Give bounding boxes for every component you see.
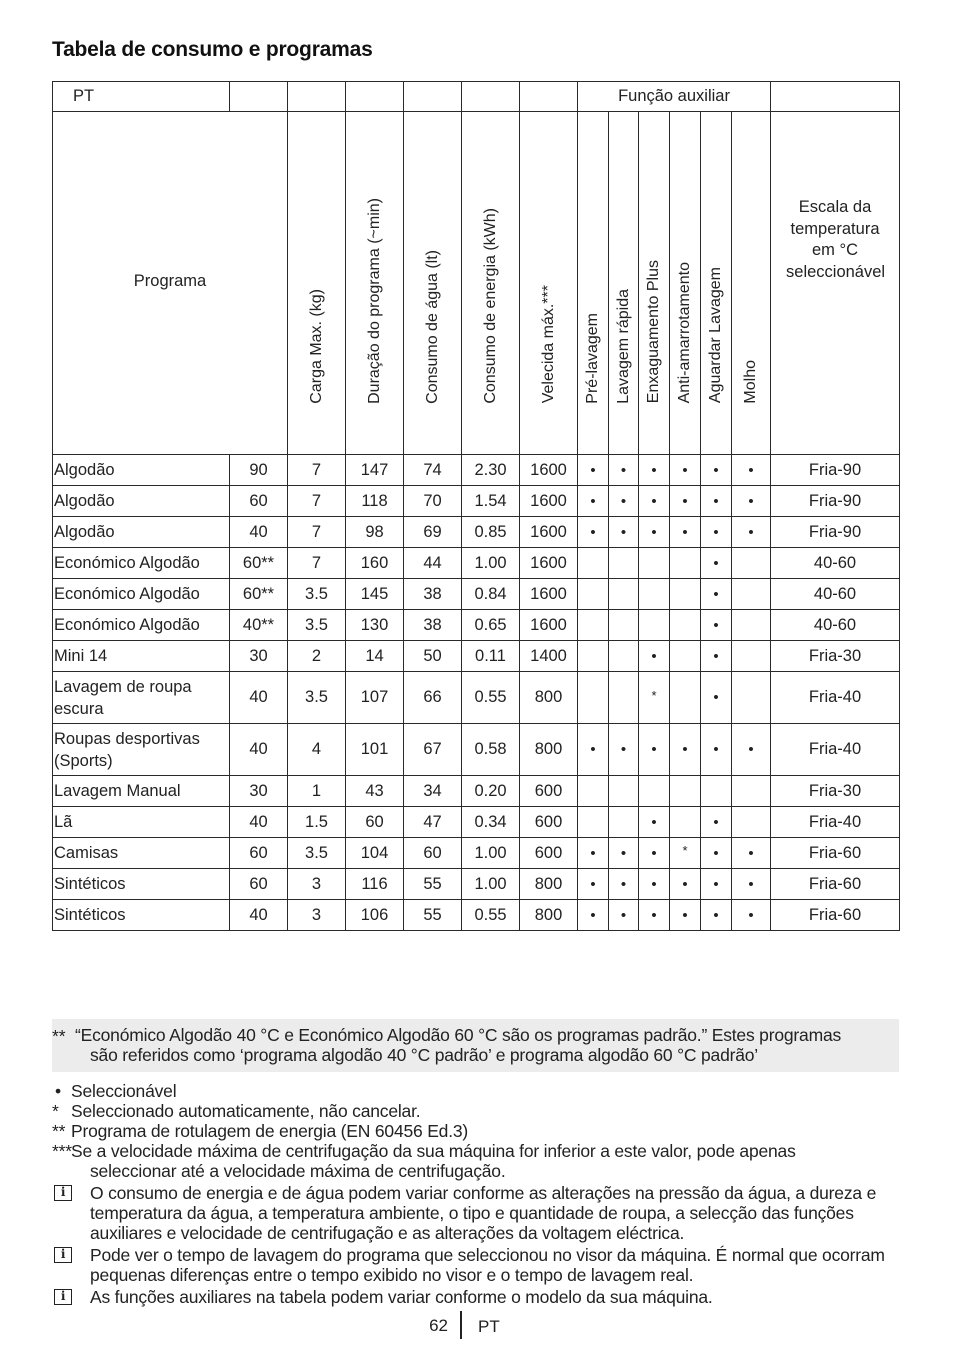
cell-programa: Lavagem Manual bbox=[53, 776, 230, 807]
cell-duracao: 14 bbox=[346, 641, 404, 672]
cell-agua: 38 bbox=[404, 610, 462, 641]
cell-energia: 0.34 bbox=[462, 807, 520, 838]
cell-pre: • bbox=[578, 724, 609, 776]
cell-temp: 60 bbox=[230, 486, 288, 517]
legend-text: Se a velocidade máxima de centrifugação da sua máquina for inferior a este valor, pode apenas bbox=[71, 1141, 796, 1161]
cell-anti: • bbox=[670, 517, 701, 548]
cell-enxag bbox=[639, 579, 670, 610]
cell-agua: 55 bbox=[404, 900, 462, 931]
cell-enxag: • bbox=[639, 900, 670, 931]
cell-duracao: 116 bbox=[346, 869, 404, 900]
table-row bbox=[53, 486, 900, 517]
cell-enxag: • bbox=[639, 455, 670, 486]
cell-velocidade: 1400 bbox=[520, 641, 578, 672]
cell-aguardar: • bbox=[701, 869, 732, 900]
cell-energia: 0.11 bbox=[462, 641, 520, 672]
table-row bbox=[53, 807, 900, 838]
cell-anti: • bbox=[670, 869, 701, 900]
cell-programa: Camisas bbox=[53, 838, 230, 869]
cell-rapida: • bbox=[609, 869, 639, 900]
cell-temp: 40 bbox=[230, 724, 288, 776]
cell-velocidade: 600 bbox=[520, 838, 578, 869]
footer-language: PT bbox=[478, 1317, 500, 1336]
empty-header-cell bbox=[230, 82, 288, 112]
cell-rapida: • bbox=[609, 838, 639, 869]
cell-temp: 40** bbox=[230, 610, 288, 641]
cell-molho bbox=[732, 641, 771, 672]
cell-temp: 30 bbox=[230, 776, 288, 807]
empty-header-cell bbox=[520, 82, 578, 112]
cell-pre bbox=[578, 641, 609, 672]
legend-text: Seleccionável bbox=[71, 1081, 177, 1101]
cell-anti bbox=[670, 548, 701, 579]
cell-temp: 40 bbox=[230, 807, 288, 838]
cell-velocidade: 1600 bbox=[520, 548, 578, 579]
cell-duracao: 106 bbox=[346, 900, 404, 931]
table-body bbox=[53, 455, 900, 931]
table-row bbox=[53, 724, 900, 776]
cell-velocidade: 800 bbox=[520, 869, 578, 900]
cell-enxag: • bbox=[639, 486, 670, 517]
cell-anti bbox=[670, 807, 701, 838]
header-programa: Programa bbox=[53, 112, 288, 455]
cell-pre: • bbox=[578, 900, 609, 931]
table-header-row bbox=[53, 112, 900, 455]
table-row bbox=[53, 869, 900, 900]
cell-pre: • bbox=[578, 486, 609, 517]
cell-anti bbox=[670, 641, 701, 672]
cell-temp: 60** bbox=[230, 548, 288, 579]
cell-rapida: • bbox=[609, 724, 639, 776]
table-row bbox=[53, 672, 900, 724]
cell-aguardar: • bbox=[701, 672, 732, 724]
cell-enxag: • bbox=[639, 869, 670, 900]
table-row bbox=[53, 610, 900, 641]
table-row bbox=[53, 579, 900, 610]
asterisk-mark: * bbox=[52, 1101, 59, 1121]
legend-text: Programa de rotulagem de energia (EN 60456 Ed.3) bbox=[71, 1121, 469, 1141]
page-number: 62 bbox=[429, 1316, 448, 1335]
header-pre-lavagem: Pré-lavagem bbox=[578, 112, 609, 455]
header-agua: Consumo de água (lt) bbox=[404, 112, 462, 455]
cell-velocidade: 1600 bbox=[520, 517, 578, 548]
cell-aguardar: • bbox=[701, 641, 732, 672]
info-text: O consumo de energia e de água podem variar conforme as alterações na pressão da água, a dureza e temperatura da água, a temperatura ambiente, o tipo e quantidade de roupa, a selecção das funções auxiliares e velocidade de centrifugação e as alterações da voltagem eléctrica. bbox=[90, 1183, 877, 1243]
cell-anti: * bbox=[670, 838, 701, 869]
cell-molho: • bbox=[732, 900, 771, 931]
double-asterisk-mark: ** bbox=[52, 1121, 66, 1141]
cell-anti: • bbox=[670, 724, 701, 776]
cell-velocidade: 800 bbox=[520, 900, 578, 931]
header-molho: Molho bbox=[732, 112, 771, 455]
cell-molho: • bbox=[732, 455, 771, 486]
legend-text-continued: seleccionar até a velocidade máxima de centrifugação. bbox=[90, 1161, 506, 1181]
cell-carga: 3.5 bbox=[288, 610, 346, 641]
cell-velocidade: 1600 bbox=[520, 610, 578, 641]
cell-pre bbox=[578, 548, 609, 579]
cell-programa: Algodão bbox=[53, 455, 230, 486]
cell-energia: 1.00 bbox=[462, 548, 520, 579]
cell-carga: 3 bbox=[288, 869, 346, 900]
cell-rapida bbox=[609, 548, 639, 579]
cell-temp: 90 bbox=[230, 455, 288, 486]
cell-enxag: • bbox=[639, 724, 670, 776]
cell-rapida bbox=[609, 610, 639, 641]
cell-carga: 7 bbox=[288, 455, 346, 486]
cell-molho bbox=[732, 579, 771, 610]
cell-velocidade: 800 bbox=[520, 672, 578, 724]
cell-enxag: • bbox=[639, 641, 670, 672]
cell-anti: • bbox=[670, 486, 701, 517]
cell-escala: Fria-40 bbox=[771, 672, 900, 724]
table-row bbox=[53, 776, 900, 807]
cell-aguardar: • bbox=[701, 610, 732, 641]
header-energia: Consumo de energia (kWh) bbox=[462, 112, 520, 455]
info-text: Pode ver o tempo de lavagem do programa que seleccionou no visor da máquina. É normal que ocorram pequenas diferenças entre o tempo exibido no visor e o tempo de lavagem real. bbox=[90, 1245, 885, 1285]
cell-carga: 7 bbox=[288, 548, 346, 579]
note-line-2: são referidos como ‘programa algodão 40 °C padrão’ e programa algodão 60 °C padrão’ bbox=[90, 1045, 758, 1065]
cell-programa: Económico Algodão bbox=[53, 610, 230, 641]
cell-aguardar: • bbox=[701, 548, 732, 579]
cell-aguardar bbox=[701, 776, 732, 807]
header-escala: Escala da temperatura em °C seleccionável bbox=[771, 112, 900, 455]
header-aguardar-lavagem: Aguardar Lavagem bbox=[701, 112, 732, 455]
cell-duracao: 107 bbox=[346, 672, 404, 724]
cell-escala: Fria-40 bbox=[771, 807, 900, 838]
cell-carga: 1.5 bbox=[288, 807, 346, 838]
cell-enxag bbox=[639, 548, 670, 579]
cell-energia: 0.20 bbox=[462, 776, 520, 807]
cell-pre bbox=[578, 610, 609, 641]
cell-molho bbox=[732, 610, 771, 641]
cell-molho: • bbox=[732, 869, 771, 900]
cell-molho bbox=[732, 548, 771, 579]
cell-rapida: • bbox=[609, 900, 639, 931]
cell-agua: 66 bbox=[404, 672, 462, 724]
cell-agua: 67 bbox=[404, 724, 462, 776]
cell-energia: 1.00 bbox=[462, 838, 520, 869]
cell-carga: 3.5 bbox=[288, 838, 346, 869]
cell-escala: Fria-30 bbox=[771, 776, 900, 807]
cell-energia: 0.58 bbox=[462, 724, 520, 776]
cell-escala: Fria-60 bbox=[771, 869, 900, 900]
cell-duracao: 104 bbox=[346, 838, 404, 869]
table-row bbox=[53, 517, 900, 548]
header-anti-amarrotamento: Anti-amarrotamento bbox=[670, 112, 701, 455]
cell-temp: 40 bbox=[230, 900, 288, 931]
cell-agua: 34 bbox=[404, 776, 462, 807]
cell-molho: • bbox=[732, 838, 771, 869]
header-velocidade: Velecida máx.*** bbox=[520, 112, 578, 455]
bullet-mark: • bbox=[55, 1081, 61, 1101]
empty-header-cell bbox=[346, 82, 404, 112]
cell-agua: 44 bbox=[404, 548, 462, 579]
table-row bbox=[53, 548, 900, 579]
info-icon: i bbox=[54, 1289, 72, 1305]
cell-programa: Lavagem de roupa escura bbox=[53, 672, 230, 724]
cell-escala: Fria-40 bbox=[771, 724, 900, 776]
cell-escala: Fria-90 bbox=[771, 455, 900, 486]
cell-velocidade: 1600 bbox=[520, 455, 578, 486]
note-line-1: “Económico Algodão 40 °C e Económico Algodão 60 °C são os programas padrão.” Estes programas bbox=[75, 1025, 842, 1045]
cell-temp: 40 bbox=[230, 672, 288, 724]
cell-agua: 60 bbox=[404, 838, 462, 869]
cell-enxag: • bbox=[639, 838, 670, 869]
cell-escala: 40-60 bbox=[771, 579, 900, 610]
cell-rapida: • bbox=[609, 455, 639, 486]
cell-programa: Económico Algodão bbox=[53, 548, 230, 579]
cell-agua: 55 bbox=[404, 869, 462, 900]
cell-molho bbox=[732, 807, 771, 838]
cell-agua: 74 bbox=[404, 455, 462, 486]
cell-duracao: 118 bbox=[346, 486, 404, 517]
cell-duracao: 130 bbox=[346, 610, 404, 641]
empty-header-cell bbox=[288, 82, 346, 112]
cell-enxag: • bbox=[639, 517, 670, 548]
cell-escala: Fria-30 bbox=[771, 641, 900, 672]
cell-molho: • bbox=[732, 486, 771, 517]
cell-energia: 0.65 bbox=[462, 610, 520, 641]
cell-aguardar: • bbox=[701, 807, 732, 838]
cell-escala: 40-60 bbox=[771, 548, 900, 579]
cell-temp: 40 bbox=[230, 517, 288, 548]
cell-rapida bbox=[609, 579, 639, 610]
cell-escala: Fria-90 bbox=[771, 486, 900, 517]
cell-duracao: 145 bbox=[346, 579, 404, 610]
cell-energia: 1.54 bbox=[462, 486, 520, 517]
cell-escala: Fria-60 bbox=[771, 900, 900, 931]
cell-temp: 60 bbox=[230, 838, 288, 869]
cell-velocidade: 1600 bbox=[520, 486, 578, 517]
cell-agua: 38 bbox=[404, 579, 462, 610]
table-row bbox=[53, 838, 900, 869]
cell-aguardar: • bbox=[701, 517, 732, 548]
table-row bbox=[53, 455, 900, 486]
cell-energia: 2.30 bbox=[462, 455, 520, 486]
cell-rapida bbox=[609, 672, 639, 724]
cell-velocidade: 600 bbox=[520, 776, 578, 807]
header-lavagem-rapida: Lavagem rápida bbox=[609, 112, 639, 455]
footer-divider bbox=[460, 1311, 462, 1339]
cell-carga: 2 bbox=[288, 641, 346, 672]
cell-molho bbox=[732, 776, 771, 807]
cell-duracao: 60 bbox=[346, 807, 404, 838]
cell-programa: Algodão bbox=[53, 517, 230, 548]
cell-agua: 69 bbox=[404, 517, 462, 548]
cell-pre bbox=[578, 579, 609, 610]
cell-agua: 47 bbox=[404, 807, 462, 838]
cell-agua: 50 bbox=[404, 641, 462, 672]
cell-aguardar: • bbox=[701, 838, 732, 869]
cell-temp: 60 bbox=[230, 869, 288, 900]
cell-duracao: 147 bbox=[346, 455, 404, 486]
cell-molho: • bbox=[732, 724, 771, 776]
note-mark: ** bbox=[52, 1026, 66, 1046]
cell-programa: Mini 14 bbox=[53, 641, 230, 672]
cell-energia: 0.55 bbox=[462, 672, 520, 724]
cell-energia: 0.55 bbox=[462, 900, 520, 931]
cell-aguardar: • bbox=[701, 724, 732, 776]
aux-function-header: Função auxiliar bbox=[578, 82, 771, 112]
cell-rapida bbox=[609, 807, 639, 838]
empty-header-cell bbox=[771, 82, 900, 112]
cell-escala: Fria-90 bbox=[771, 517, 900, 548]
note-text bbox=[75, 1025, 895, 1065]
cell-pre: • bbox=[578, 455, 609, 486]
cell-temp: 60** bbox=[230, 579, 288, 610]
cell-duracao: 98 bbox=[346, 517, 404, 548]
cell-rapida: • bbox=[609, 517, 639, 548]
cell-molho: • bbox=[732, 517, 771, 548]
cell-programa: Económico Algodão bbox=[53, 579, 230, 610]
table-row bbox=[53, 900, 900, 931]
cell-aguardar: • bbox=[701, 579, 732, 610]
cell-enxag bbox=[639, 776, 670, 807]
legend-text: Seleccionado automaticamente, não cancelar. bbox=[71, 1101, 421, 1121]
cell-carga: 7 bbox=[288, 486, 346, 517]
table-row bbox=[53, 641, 900, 672]
consumption-table bbox=[52, 81, 900, 931]
lang-label-cell: PT bbox=[53, 82, 230, 112]
cell-enxag bbox=[639, 610, 670, 641]
cell-carga: 3.5 bbox=[288, 579, 346, 610]
cell-enxag: * bbox=[639, 672, 670, 724]
cell-programa: Lã bbox=[53, 807, 230, 838]
cell-carga: 1 bbox=[288, 776, 346, 807]
cell-molho bbox=[732, 672, 771, 724]
cell-anti bbox=[670, 579, 701, 610]
cell-duracao: 101 bbox=[346, 724, 404, 776]
info-icon: i bbox=[54, 1247, 72, 1263]
cell-escala: 40-60 bbox=[771, 610, 900, 641]
header-enxaguamento-plus: Enxaguamento Plus bbox=[639, 112, 670, 455]
cell-programa: Sintéticos bbox=[53, 900, 230, 931]
cell-duracao: 43 bbox=[346, 776, 404, 807]
info-text: As funções auxiliares na tabela podem variar conforme o modelo da sua máquina. bbox=[90, 1287, 713, 1307]
cell-carga: 7 bbox=[288, 517, 346, 548]
cell-energia: 0.84 bbox=[462, 579, 520, 610]
cell-pre bbox=[578, 672, 609, 724]
cell-programa: Roupas desportivas (Sports) bbox=[53, 724, 230, 776]
cell-agua: 70 bbox=[404, 486, 462, 517]
cell-anti: • bbox=[670, 455, 701, 486]
cell-duracao: 160 bbox=[346, 548, 404, 579]
cell-programa: Algodão bbox=[53, 486, 230, 517]
cell-pre: • bbox=[578, 869, 609, 900]
cell-velocidade: 800 bbox=[520, 724, 578, 776]
cell-pre bbox=[578, 776, 609, 807]
empty-header-cell bbox=[404, 82, 462, 112]
triple-asterisk-mark: *** bbox=[52, 1141, 72, 1161]
cell-pre: • bbox=[578, 517, 609, 548]
table-top-row bbox=[53, 82, 900, 112]
empty-header-cell bbox=[462, 82, 520, 112]
cell-pre bbox=[578, 807, 609, 838]
cell-anti bbox=[670, 776, 701, 807]
cell-aguardar: • bbox=[701, 900, 732, 931]
cell-carga: 4 bbox=[288, 724, 346, 776]
cell-carga: 3 bbox=[288, 900, 346, 931]
cell-anti bbox=[670, 672, 701, 724]
cell-temp: 30 bbox=[230, 641, 288, 672]
cell-aguardar: • bbox=[701, 455, 732, 486]
cell-anti: • bbox=[670, 900, 701, 931]
cell-pre: • bbox=[578, 838, 609, 869]
cell-rapida bbox=[609, 641, 639, 672]
info-icon: i bbox=[54, 1185, 72, 1201]
page-title: Tabela de consumo e programas bbox=[52, 38, 373, 61]
cell-aguardar: • bbox=[701, 486, 732, 517]
cell-rapida: • bbox=[609, 486, 639, 517]
header-carga: Carga Max. (kg) bbox=[288, 112, 346, 455]
cell-programa: Sintéticos bbox=[53, 869, 230, 900]
cell-enxag: • bbox=[639, 807, 670, 838]
cell-anti bbox=[670, 610, 701, 641]
cell-velocidade: 1600 bbox=[520, 579, 578, 610]
cell-energia: 1.00 bbox=[462, 869, 520, 900]
header-duracao: Duração do programa (~min) bbox=[346, 112, 404, 455]
cell-velocidade: 600 bbox=[520, 807, 578, 838]
cell-rapida bbox=[609, 776, 639, 807]
cell-energia: 0.85 bbox=[462, 517, 520, 548]
cell-escala: Fria-60 bbox=[771, 838, 900, 869]
cell-carga: 3.5 bbox=[288, 672, 346, 724]
